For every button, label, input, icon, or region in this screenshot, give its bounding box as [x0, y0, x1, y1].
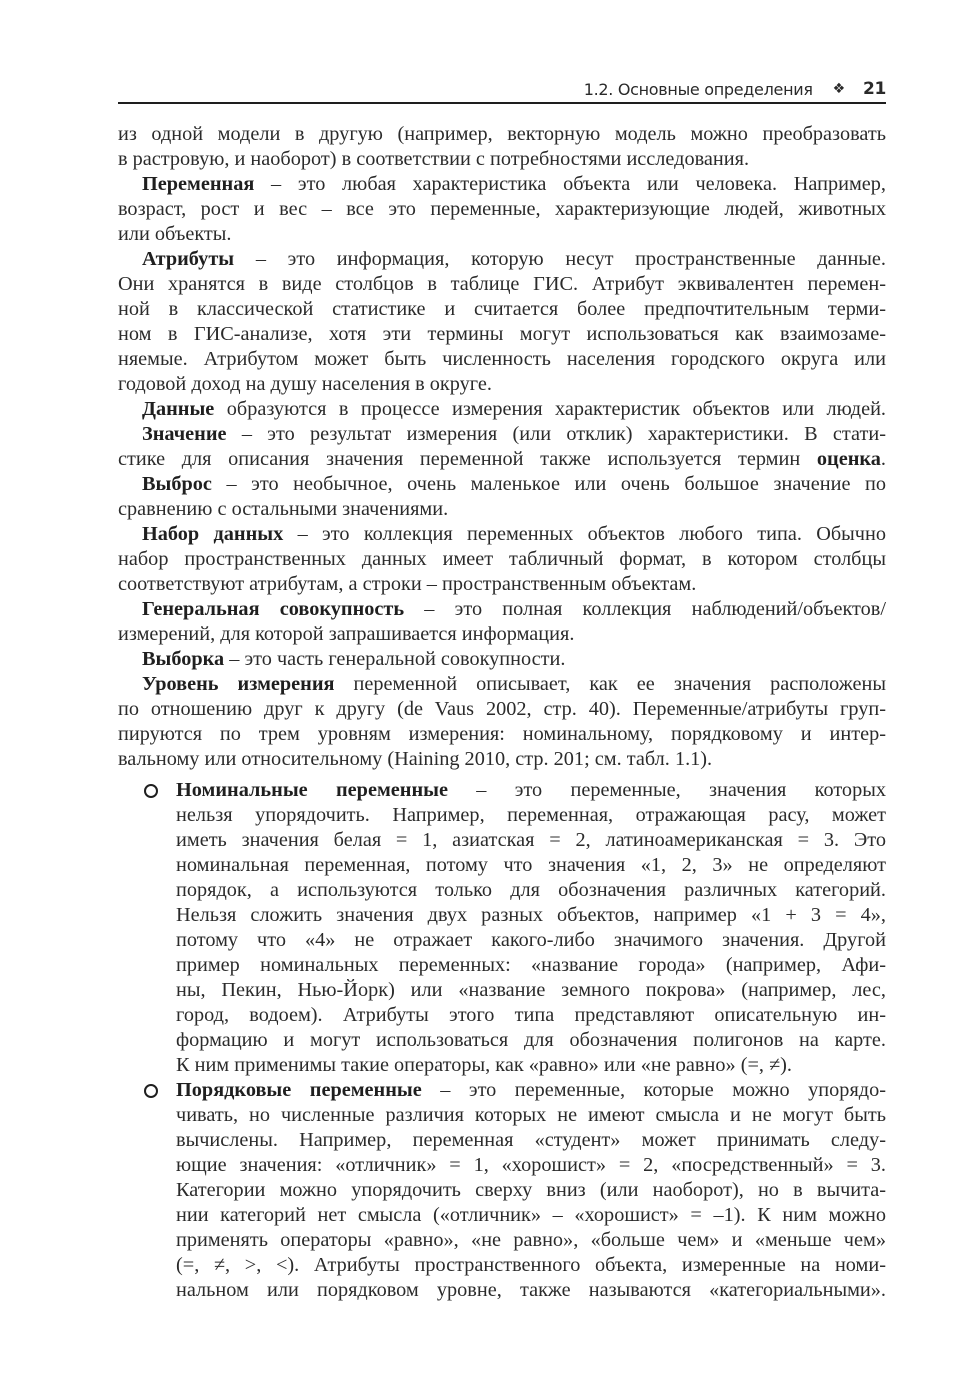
ornament-icon: ❖ — [832, 81, 845, 97]
text-line: формацию и могут использоваться для обозначения полигонов на карте. — [176, 1029, 886, 1051]
term: Атрибуты — [142, 248, 235, 270]
term: Генеральная совокупность — [142, 598, 405, 620]
term: Порядковые переменные — [176, 1079, 422, 1101]
text-line: потому что «4» не отражает какого-либо значимого значения. Другой — [176, 929, 886, 951]
definition-attributes — [118, 247, 886, 397]
text-line: ны, Пекин, Нью-Йорк) или «название земного покрова» (например, лес, — [176, 979, 886, 1001]
text-line: номинальная переменная, потому что значения «1, 2, 3» не определяют — [176, 854, 886, 876]
text-line: нельзя упорядочить. Например, переменная, отражающая расу, может — [176, 804, 886, 826]
body-text — [118, 122, 886, 1303]
text-line: Категории можно упорядочить сверху вниз (или наоборот), но в вычита- — [176, 1179, 886, 1201]
text-line: Переменная – это любая характеристика объекта или человека. Например, — [142, 173, 886, 195]
text-line: Набор данных – это коллекция переменных объектов любого типа. Обычно — [142, 523, 886, 545]
text-line: няемые. Атрибутом может быть численность населения городского округа или — [118, 348, 886, 370]
text-line: порядок, а используются только для обозначения различных категорий. — [176, 879, 886, 901]
text-line: по отношению друг к другу (de Vaus 2002, стр. 40). Переменные/атрибуты груп- — [118, 698, 886, 720]
text-line: сравнению с остальными значениями. — [118, 498, 449, 520]
text-line: Выброс – это необычное, очень маленькое или очень большое значение по — [142, 473, 886, 495]
term: Данные — [142, 398, 215, 420]
term: Уровень измерения — [142, 673, 335, 695]
text-line: город, водоем). Атрибуты этого типа представляют описательную ин- — [176, 1004, 886, 1026]
list-item-nominal — [118, 778, 886, 1078]
text-line: из одной модели в другую (например, векторную модель можно преобразовать — [118, 123, 886, 145]
term: Выброс — [142, 473, 212, 495]
definition-variable — [118, 172, 886, 247]
text-line: Нельзя сложить значения двух разных объектов, например «1 + 3 = 4», — [176, 904, 886, 926]
text-line: иметь значения белая = 1, азиатская = 2, латиноамериканская = 3. Это — [176, 829, 886, 851]
definition-data — [118, 397, 886, 422]
measurement-levels-list — [118, 778, 886, 1303]
definition-measurement-level — [118, 672, 886, 772]
running-header — [118, 76, 886, 104]
text-line: набор пространственных данных имеет табличный формат, в котором столбцы — [118, 548, 886, 570]
text-line: ной в классической статистике и считается более предпочтительным терми- — [118, 298, 886, 320]
text-line: Номинальные переменные – это переменные, значения которых — [176, 779, 886, 801]
page-number: 21 — [862, 79, 886, 99]
term: Значение — [142, 423, 227, 445]
circle-bullet-icon — [144, 1084, 158, 1098]
definition-dataset — [118, 522, 886, 597]
text-line: Уровень измерения переменной описывает, как ее значения расположены — [142, 673, 886, 695]
text-line: стике для описания значения переменной также используется термин оценка. — [118, 448, 886, 470]
text-line: Выборка – это часть генеральной совокупности. — [142, 648, 566, 670]
text-line: Значение – это результат измерения (или отклик) характеристики. В стати- — [142, 423, 886, 445]
text-line: Генеральная совокупность – это полная коллекция наблюдений/объектов/ — [142, 598, 886, 620]
text-line: годовой доход на душу населения в округе. — [118, 373, 492, 395]
paragraph-continuation — [118, 122, 886, 172]
text-line: Данные образуются в процессе измерения характеристик объектов или людей. — [142, 398, 886, 420]
text-line: чивать, но численные различия которых не имеют смысла и не могут быть — [176, 1104, 886, 1126]
text-line: Они хранятся в виде столбцов в таблице ГИС. Атрибут эквивалентен перемен- — [118, 273, 886, 295]
definition-sample — [118, 647, 886, 672]
text-line: пример номинальных переменных: «название города» (например, Афи- — [176, 954, 886, 976]
definition-population — [118, 597, 886, 647]
term-estimate: оценка — [816, 448, 881, 470]
definition-value — [118, 422, 886, 472]
text-line: в растровую, и наоборот) в соответствии с потребностями исследования. — [118, 148, 750, 170]
definition-outlier — [118, 472, 886, 522]
text-line: вальному или относительному (Haining 2010, стр. 201; см. табл. 1.1). — [118, 748, 713, 770]
text-line: соответствуют атрибутам, а строки – пространственным объектам. — [118, 573, 697, 595]
text-line: К ним применимы такие операторы, как «равно» или «не равно» (=, ≠). — [176, 1054, 792, 1076]
text-line: (=, ≠, >, <). Атрибуты пространственного объекта, измеренные на номи- — [176, 1254, 886, 1276]
text-line: пируются по трем уровням измерения: номинальному, порядковому и интер- — [118, 723, 886, 745]
term: Переменная — [142, 173, 255, 195]
section-title: 1.2. Основные определения — [583, 79, 813, 99]
term: Набор данных — [142, 523, 284, 545]
text-line: нальном или порядковом уровне, также называются «категориальными». — [176, 1279, 886, 1301]
text-line: измерений, для которой запрашивается информация. — [118, 623, 575, 645]
circle-bullet-icon — [144, 784, 158, 798]
text-line: применять операторы «равно», «не равно», «больше чем» и «меньше чем» — [176, 1229, 886, 1251]
text-line: или объекты. — [118, 223, 232, 245]
term: Выборка — [142, 648, 225, 670]
text-line: ном в ГИС-анализе, хотя эти термины могут использоваться как взаимозаме- — [118, 323, 886, 345]
text-line: ющие значения: «отличник» = 1, «хорошист» = 2, «посредственный» = 3. — [176, 1154, 886, 1176]
text-line: Порядковые переменные – это переменные, которые можно упорядо- — [176, 1079, 886, 1101]
list-item-ordinal — [118, 1078, 886, 1303]
term: Номинальные переменные — [176, 779, 448, 801]
text-line: возраст, рост и вес – все это переменные, характеризующие людей, животных — [118, 198, 886, 220]
text-line: вычислены. Например, переменная «студент» может принимать следу- — [176, 1129, 886, 1151]
text-line: Атрибуты – это информация, которую несут пространственные данные. — [142, 248, 886, 270]
text-line: нии категорий нет смысла («отличник» – «хорошист» = –1). К ним можно — [176, 1204, 886, 1226]
